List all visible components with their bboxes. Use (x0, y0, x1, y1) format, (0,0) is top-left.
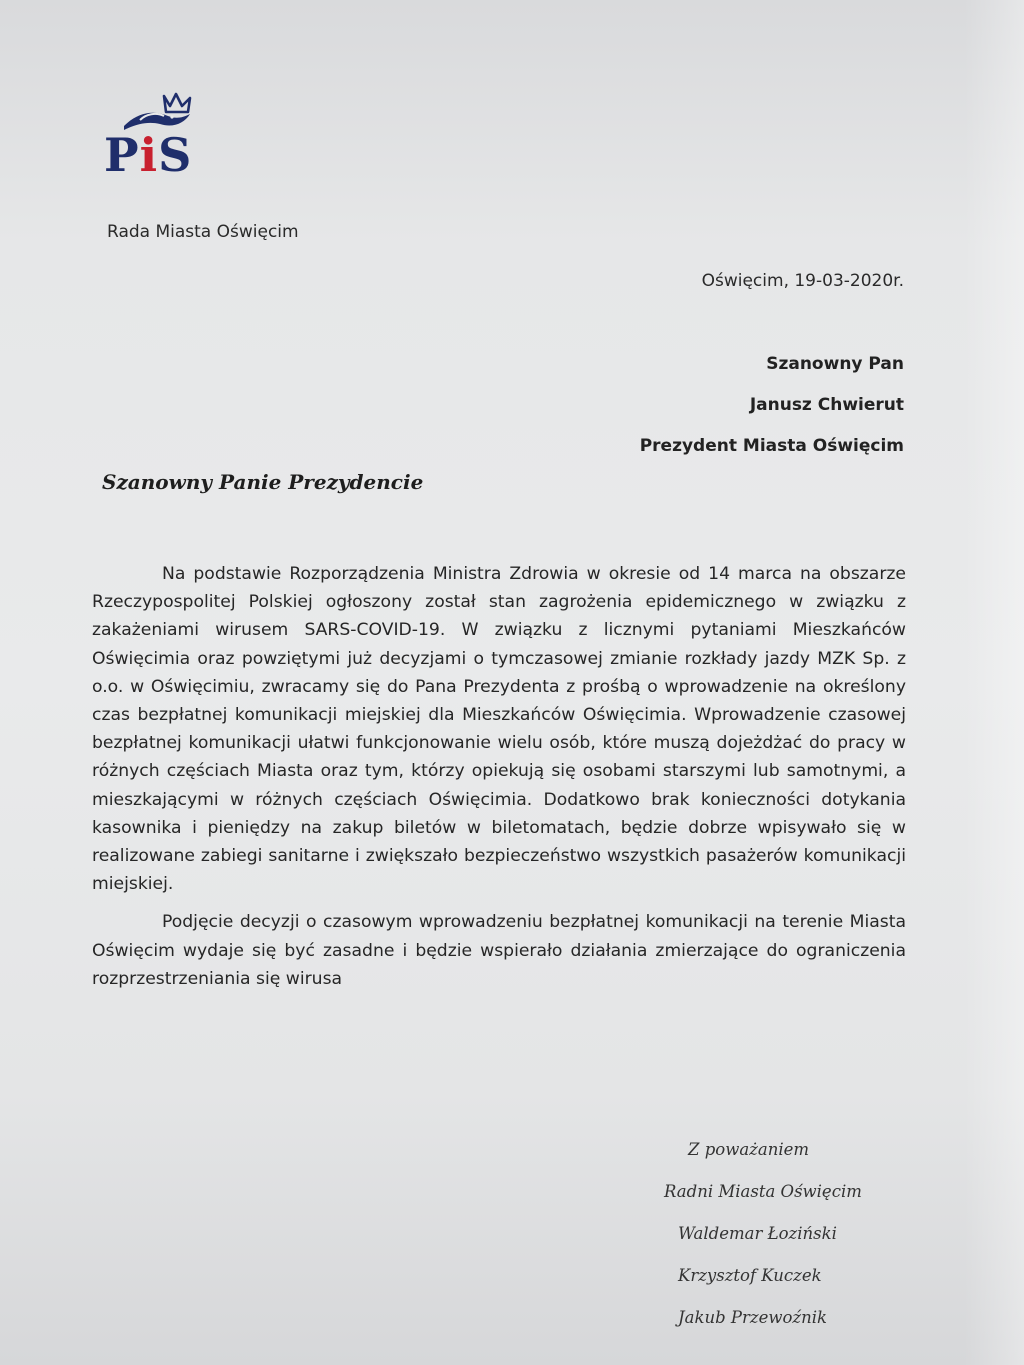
letter-date: Oświęcim, 19-03-2020r. (701, 271, 904, 291)
recipient-line-1: Szanowny Pan (766, 354, 904, 374)
recipient-block (640, 352, 904, 475)
closing: Z poważaniem (688, 1140, 810, 1159)
signer-3: Jakub Przewoźnik (678, 1308, 827, 1327)
logo-wordmark: PiS (104, 128, 193, 182)
recipient-name: Janusz Chwierut (749, 395, 904, 415)
signer-1: Waldemar Łoziński (678, 1224, 837, 1243)
sender-organization: Rada Miasta Oświęcim (107, 222, 299, 242)
body-paragraph-1: Na podstawie Rozporządzenia Ministra Zdrowia w okresie od 14 marca na obszarze Rzeczypospolitej Polskiej ogłoszony został stan zagrożenia epidemicznego w związku z zakażeniami wirusem SARS-COVID-19. W związku z licznymi pytaniami Mieszkańców Oświęcimia oraz powziętymi już decyzjami o tymczasowej zmianie rozkłady jazdy MZK Sp. z o.o. w Oświęcimiu, zwracamy się do Pana Prezydenta z prośbą o wprowadzenie na określony czas bezpłatnej komunikacji miejskiej dla Mieszkańców Oświęcimia. Wprowadzenie czasowej bezpłatnej komunikacji ułatwi funkcjonowanie wielu osób, które muszą dojeżdżać do pracy w różnych częściach Miasta oraz tym, którzy opiekują się osobami starszymi lub samotnymi, a mieszkającymi w różnych częściach Oświęcimia. Dodatkowo brak konieczności dotykania kasownika i pieniędzy na zakup biletów w biletomatach, będzie dobrze wpisywało się w realizowane zabiegi sanitarne i zwiększało bezpieczeństwo wszystkich pasażerów komunikacji miejskiej. (92, 564, 906, 895)
salutation: Szanowny Panie Prezydencie (102, 470, 424, 494)
body-paragraph-2: Podjęcie decyzji o czasowym wprowadzeniu bezpłatnej komunikacji na terenie Miasta Oświęcim wydaje się być zasadne i będzie wspierało działania zmierzające do ograniczenia rozprzestrzeniania się wirusa (92, 912, 906, 989)
recipient-title: Prezydent Miasta Oświęcim (639, 436, 904, 456)
signer-2: Krzysztof Kuczek (678, 1266, 822, 1285)
signer-group: Radni Miasta Oświęcim (664, 1182, 862, 1201)
letter-body (92, 560, 906, 1003)
party-logo (104, 90, 214, 190)
signature-block (640, 1136, 900, 1346)
